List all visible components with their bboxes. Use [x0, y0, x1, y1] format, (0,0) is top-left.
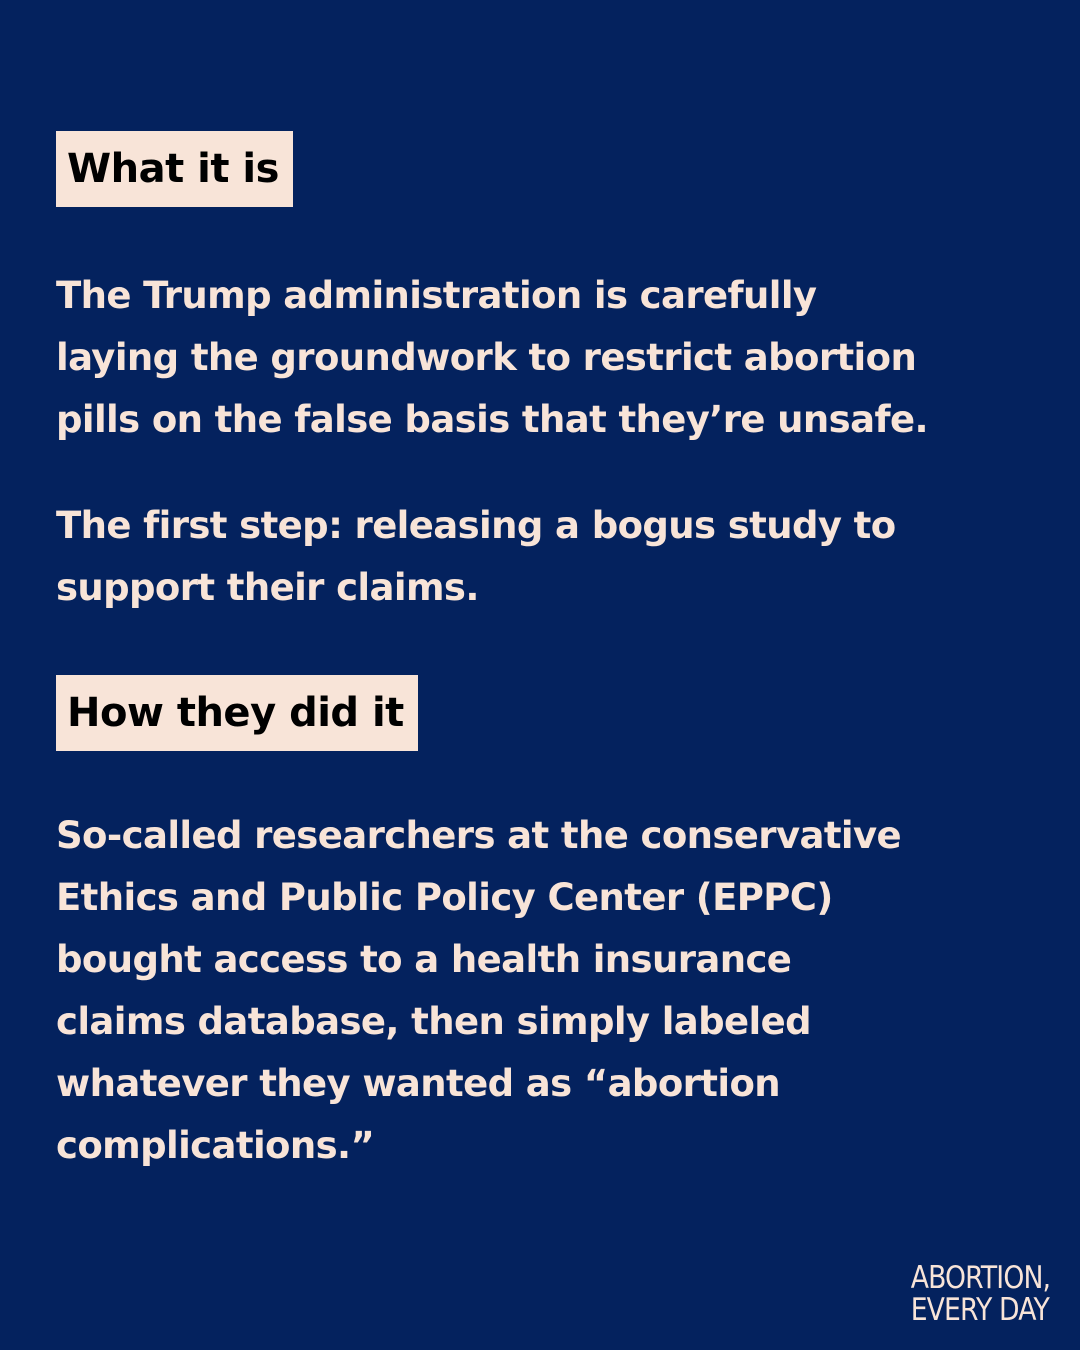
paragraph-line: whatever they wanted as “abortion: [56, 1062, 781, 1105]
paragraph-line: claims database, then simply labeled: [56, 1000, 812, 1043]
paragraph-line: pills on the false basis that they’re unsafe.: [56, 398, 928, 441]
paragraph-line: The Trump administration is carefully: [56, 274, 817, 317]
paragraph-line: So-called researchers at the conservative: [56, 814, 902, 857]
paragraph-line: laying the groundwork to restrict abortion: [56, 336, 917, 379]
paragraph-line: Ethics and Public Policy Center (EPPC): [56, 876, 833, 919]
brand-logo: [911, 1262, 1050, 1326]
paragraph-groundwork: [56, 265, 928, 451]
paragraph-first-step: [56, 495, 896, 619]
logo-line-2: EVERY DAY: [910, 1292, 1049, 1328]
paragraph-line: complications.”: [56, 1124, 375, 1167]
paragraph-line: The first step: releasing a bogus study to: [56, 504, 896, 547]
paragraph-line: support their claims.: [56, 566, 479, 609]
section-heading-what-it-is: What it is: [56, 131, 293, 207]
logo-line-1: ABORTION,: [910, 1260, 1050, 1296]
paragraph-line: bought access to a health insurance: [56, 938, 792, 981]
section-heading-how-they-did-it: How they did it: [56, 675, 418, 751]
paragraph-researchers: [56, 805, 901, 1177]
